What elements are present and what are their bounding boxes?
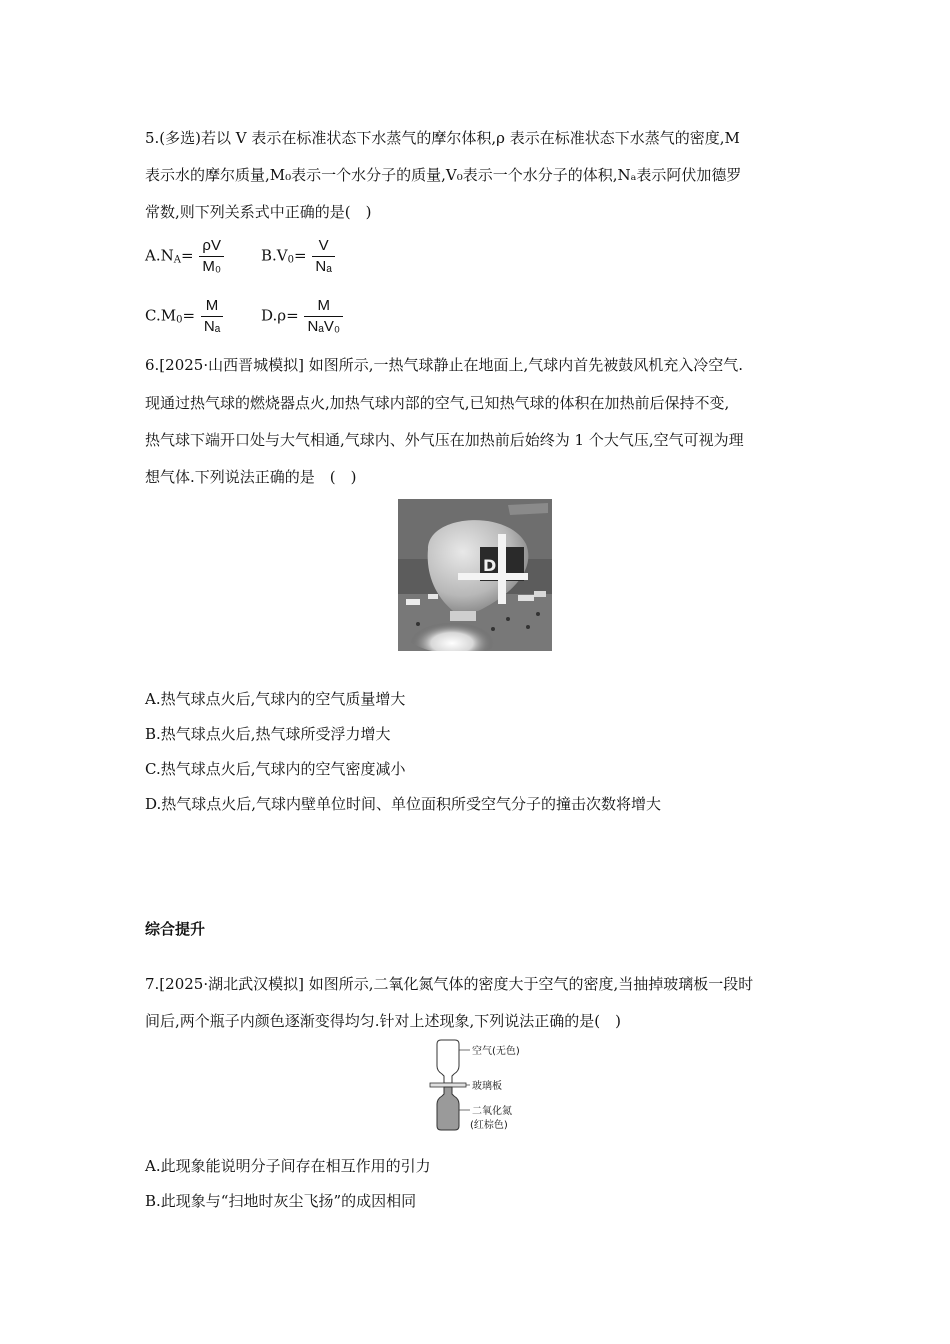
no2-bottle	[437, 1087, 459, 1130]
q5-stem-line1: 5.(多选)若以 V 表示在标准状态下水蒸气的摩尔体积,ρ 表示在标准状态下水蒸气的密度,M	[145, 129, 740, 147]
q5-option-b-denominator: Nₐ	[315, 258, 332, 275]
q5-option-a-eq: =	[180, 246, 194, 265]
q5-option-c-eq: =	[182, 306, 196, 325]
q5-option-d[interactable]	[261, 296, 344, 337]
q5-option-d-fraction	[304, 296, 343, 337]
q5-option-a[interactable]	[145, 236, 225, 277]
q6-stem-line4: 想气体.下列说法正确的是 ( )	[145, 468, 357, 486]
q5-option-d-prefix: D.ρ	[261, 306, 287, 325]
svg-text:D: D	[483, 556, 497, 575]
q5-option-a-denominator: M₀	[202, 258, 222, 275]
q5-option-d-denominator: NₐV₀	[307, 318, 341, 335]
q6-option-b[interactable]: B.热气球点火后,热气球所受浮力增大	[145, 725, 391, 743]
q5-option-b-eq: =	[294, 246, 307, 265]
q7-stem-line1: 7.[2025·湖北武汉模拟] 如图所示,二氧化氮气体的密度大于空气的密度,当抽掉玻璃板一段时	[145, 975, 754, 993]
label-glass-plate: 玻璃板	[472, 1081, 502, 1092]
q5-option-b-fraction	[312, 236, 334, 277]
q5-option-b-numerator: V	[312, 236, 334, 257]
q5-option-c[interactable]	[145, 296, 224, 337]
q7-option-b[interactable]: B.此现象与“扫地时灰尘飞扬”的成因相同	[145, 1192, 417, 1210]
q5-option-a-fraction	[199, 236, 224, 277]
q5-option-b-prefix: B.V	[261, 246, 288, 265]
q6-option-c[interactable]: C.热气球点火后,气球内的空气密度减小	[145, 760, 406, 778]
q5-stem-line3: 常数,则下列关系式中正确的是( )	[145, 203, 372, 221]
q5-option-c-fraction	[201, 296, 223, 337]
q5-option-d-numerator: M	[304, 296, 343, 317]
label-air: 空气(无色)	[472, 1046, 520, 1057]
section-title: 综合提升	[145, 920, 206, 938]
label-no2-color: (红棕色)	[470, 1120, 508, 1131]
q5-option-c-prefix: C.M	[145, 306, 177, 325]
q6-option-d[interactable]: D.热气球点火后,气球内壁单位时间、单位面积所受空气分子的撞击次数将增大	[145, 795, 662, 813]
air-bottle	[437, 1040, 459, 1083]
q5-option-c-denominator: Nₐ	[203, 318, 221, 335]
q5-option-a-numerator: ρV	[199, 236, 224, 257]
q5-option-d-eq: =	[286, 306, 299, 325]
bottles-diagram	[420, 1038, 540, 1138]
q5-option-a-sub: A	[173, 254, 181, 266]
q7-stem-line2: 间后,两个瓶子内颜色逐渐变得均匀.针对上述现象,下列说法正确的是( )	[145, 1012, 622, 1030]
q5-option-b-sub: 0	[287, 254, 294, 266]
q6-stem-line3: 热气球下端开口处与大气相通,气球内、外气压在加热前后始终为 1 个大气压,空气可视为理	[145, 431, 744, 449]
q6-option-a[interactable]: A.热气球点火后,气球内的空气质量增大	[145, 690, 406, 708]
q6-stem-line1: 6.[2025·山西晋城模拟] 如图所示,一热气球静止在地面上,气球内首先被鼓风机充入冷空气.	[145, 356, 744, 374]
q7-option-a[interactable]: A.此现象能说明分子间存在相互作用的引力	[145, 1157, 431, 1175]
hot-air-balloon-photo	[398, 499, 552, 651]
q5-option-a-prefix: A.N	[145, 246, 174, 265]
q5-option-c-numerator: M	[201, 296, 223, 317]
label-no2: 二氧化氮	[472, 1106, 512, 1117]
q5-stem-line2: 表示水的摩尔质量,M₀表示一个水分子的质量,V₀表示一个水分子的体积,Nₐ表示阿伏加德罗	[145, 166, 742, 184]
glass-plate	[430, 1083, 466, 1087]
q5-option-b[interactable]	[261, 236, 336, 277]
q5-option-c-sub: 0	[176, 314, 183, 326]
q6-stem-line2: 现通过热气球的燃烧器点火,加热气球内部的空气,已知热气球的体积在加热前后保持不变,	[145, 394, 730, 412]
